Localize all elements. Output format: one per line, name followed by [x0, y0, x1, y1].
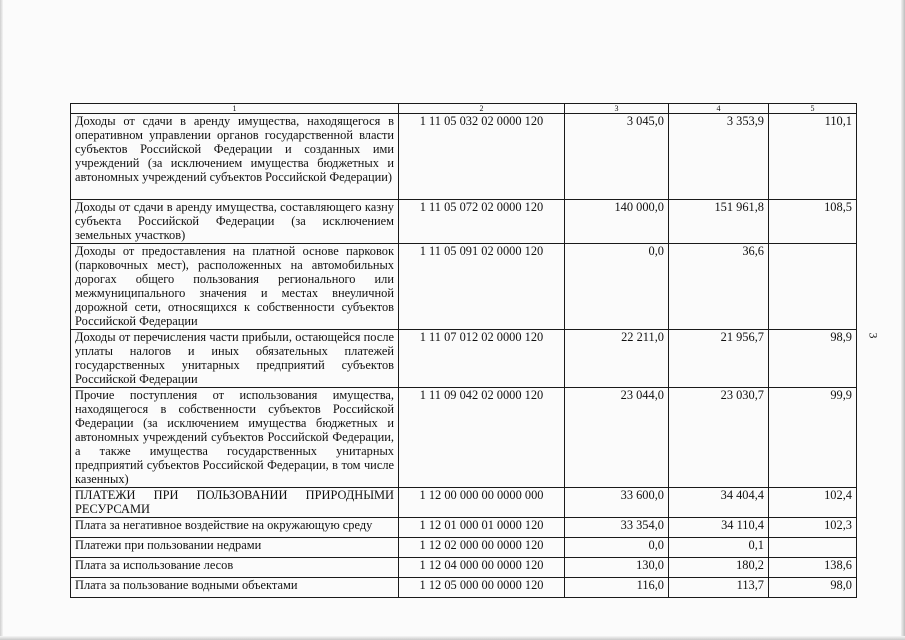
income-name-cell: Прочие поступления от использования имущества, находящегося в собственности субъектов Российской Федерации (за исключением имущества бюджетных и автономных учреждений субъектов Российской Федерации, а также имущества государственных унитарных предприятий субъектов Российской Федерации, в том числе казенных)	[71, 388, 399, 488]
percent-cell: 138,6	[769, 558, 857, 578]
budget-code-cell: 1 11 05 091 02 0000 120	[399, 244, 565, 330]
scan-edge-bottom	[0, 636, 905, 640]
plan-cell: 0,0	[565, 538, 669, 558]
income-name-cell: Плата за пользование водными объектами	[71, 578, 399, 598]
fact-cell: 23 030,7	[669, 388, 769, 488]
plan-cell: 0,0	[565, 244, 669, 330]
column-number: 3	[565, 104, 669, 114]
income-name-cell: Платежи при пользовании недрами	[71, 538, 399, 558]
income-name-cell: Плата за использование лесов	[71, 558, 399, 578]
budget-code-cell: 1 12 01 000 01 0000 120	[399, 518, 565, 538]
percent-cell	[769, 244, 857, 330]
percent-cell: 102,4	[769, 488, 857, 518]
plan-cell: 33 600,0	[565, 488, 669, 518]
scan-edge-right	[901, 0, 905, 640]
budget-code-cell: 1 12 02 000 00 0000 120	[399, 538, 565, 558]
column-number: 1	[71, 104, 399, 114]
budget-code-cell: 1 12 04 000 00 0000 120	[399, 558, 565, 578]
income-name-cell: Плата за негативное воздействие на окружающую среду	[71, 518, 399, 538]
budget-code-cell: 1 11 09 042 02 0000 120	[399, 388, 565, 488]
fact-cell: 151 961,8	[669, 200, 769, 244]
column-number: 4	[669, 104, 769, 114]
column-number: 5	[769, 104, 857, 114]
budget-code-cell: 1 11 07 012 02 0000 120	[399, 330, 565, 388]
table-row	[71, 330, 857, 388]
table-row	[71, 244, 857, 330]
income-name-cell: Доходы от сдачи в аренду имущества, находящегося в оперативном управлении органов государственной власти субъектов Российской Федерации и созданных ими учреждений (за исключением имущества бюджетных и автономных учреждений субъектов Российской Федерации)	[71, 114, 399, 200]
income-name-cell: Доходы от сдачи в аренду имущества, составляющего казну субъекта Российской Федерации (за исключением земельных участков)	[71, 200, 399, 244]
percent-cell: 110,1	[769, 114, 857, 200]
table-row	[71, 388, 857, 488]
income-name-cell: Доходы от перечисления части прибыли, остающейся после уплаты налогов и иных обязательных платежей государственных унитарных предприятий субъектов Российской Федерации	[71, 330, 399, 388]
fact-cell: 21 956,7	[669, 330, 769, 388]
scan-edge-left	[0, 0, 3, 640]
percent-cell: 102,3	[769, 518, 857, 538]
budget-code-cell: 1 12 05 000 00 0000 120	[399, 578, 565, 598]
table-row	[71, 114, 857, 200]
table-row	[71, 200, 857, 244]
percent-cell: 108,5	[769, 200, 857, 244]
percent-cell: 98,9	[769, 330, 857, 388]
fact-cell: 36,6	[669, 244, 769, 330]
plan-cell: 140 000,0	[565, 200, 669, 244]
percent-cell: 98,0	[769, 578, 857, 598]
budget-code-cell: 1 12 00 000 00 0000 000	[399, 488, 565, 518]
table-row	[71, 578, 857, 598]
fact-cell: 34 404,4	[669, 488, 769, 518]
fact-cell: 113,7	[669, 578, 769, 598]
fact-cell: 180,2	[669, 558, 769, 578]
column-number: 2	[399, 104, 565, 114]
plan-cell: 22 211,0	[565, 330, 669, 388]
fact-cell: 34 110,4	[669, 518, 769, 538]
table-row	[71, 538, 857, 558]
table-row	[71, 518, 857, 538]
percent-cell: 99,9	[769, 388, 857, 488]
table-row	[71, 558, 857, 578]
percent-cell	[769, 538, 857, 558]
income-name-cell: Доходы от предоставления на платной основе парковок (парковочных мест), расположенных на автомобильных дорогах общего пользования регионального или межмуниципального значения и местах внеуличной дорожной сети, относящихся к собственности субъектов Российской Федерации	[71, 244, 399, 330]
table-row	[71, 488, 857, 518]
plan-cell: 130,0	[565, 558, 669, 578]
budget-code-cell: 1 11 05 032 02 0000 120	[399, 114, 565, 200]
income-name-cell: ПЛАТЕЖИ ПРИ ПОЛЬЗОВАНИИ ПРИРОДНЫМИ РЕСУРСАМИ	[71, 488, 399, 518]
plan-cell: 33 354,0	[565, 518, 669, 538]
column-number-row	[71, 104, 857, 114]
fact-cell: 0,1	[669, 538, 769, 558]
plan-cell: 116,0	[565, 578, 669, 598]
plan-cell: 23 044,0	[565, 388, 669, 488]
fact-cell: 3 353,9	[669, 114, 769, 200]
plan-cell: 3 045,0	[565, 114, 669, 200]
revenue-table	[70, 103, 857, 598]
page-number: 3	[866, 332, 881, 339]
budget-code-cell: 1 11 05 072 02 0000 120	[399, 200, 565, 244]
